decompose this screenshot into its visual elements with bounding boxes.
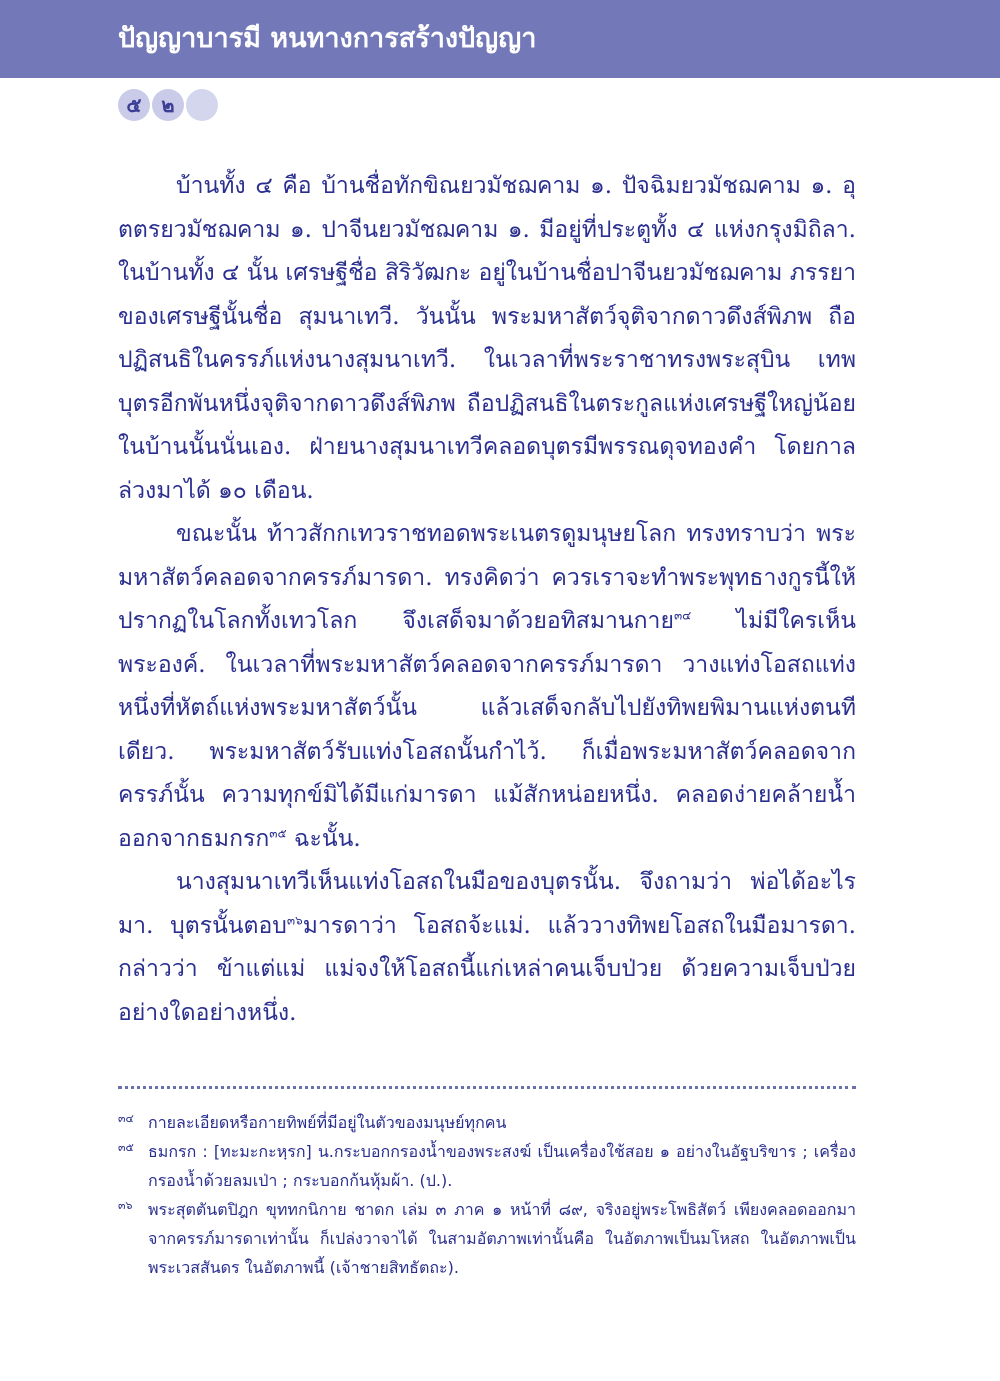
- footnote-mark: ๓๕: [118, 1141, 134, 1154]
- footnote-divider: [118, 1086, 856, 1089]
- paragraph-text: ขณะนั้น ท้าวสักกเทวราชทอดพระเนตรดูมนุษยโลก ทรงทราบว่า พระมหาสัตว์คลอดจากครรภ์มารดา. ทรงคิดว่า ควรเราจะทำพระพุทธางกูรนี้ให้ปรากฏในโลกทั้งเทวโลก จึงเสด็จมาด้วยอทิสมานกาย: [118, 521, 856, 634]
- paragraph-text: มารดาว่า โอสถจ้ะแม่. แล้ววางทิพยโอสถในมือมารดา. กล่าวว่า ข้าแต่แม่ แม่จงให้โอสถนี้แก่เหล่าคนเจ็บป่วย ด้วยความเจ็บป่วยอย่างใดอย่างหนึ่ง.: [118, 912, 856, 1026]
- book-title: ปัญญาบารมี หนทางการสร้างปัญญา: [118, 23, 537, 54]
- footnote-ref-36[interactable]: ๓๖: [286, 912, 303, 927]
- footnote-35: [118, 1137, 856, 1195]
- paragraph-text: บ้านทั้ง ๔ คือ บ้านชื่อทักขิณยวมัชฌคาม ๑. ปัจฉิมยวมัชฌคาม ๑. อุตตรยวมัชฌคาม ๑. ปาจีนยวมัชฌคาม ๑. มีอยู่ที่ประตูทั้ง ๔ แห่งกรุงมิถิลา. ในบ้านทั้ง ๔ นั้น เศรษฐีชื่อ สิริวัฒกะ อยู่ในบ้านชื่อปาจีนยวมัชฌคาม ภรรยาของเศรษฐีนั้นชื่อ สุมนาเทวี. วันนั้น พระมหาสัตว์จุติจากดาวดึงส์พิภพ ถือปฏิสนธิในครรภ์แห่งนางสุมนาเทวี. ในเวลาที่พระราชาทรงพระสุบิน เทพบุตรอีกพันหนึ่งจุติจากดาวดึงส์พิภพ ถือปฏิสนธิในตระกูลแห่งเศรษฐีใหญ่น้อยในบ้านนั้นนั่นเอง. ฝ่ายนางสุมนาเทวีคลอดบุตรมีพรรณดุจทองคำ โดยกาลล่วงมาได้ ๑๐ เดือน.: [118, 173, 856, 504]
- footnote-mark: ๓๔: [118, 1112, 134, 1125]
- paragraph-text: ไม่มีใครเห็นพระองค์. ในเวลาที่พระมหาสัตว์คลอดจากครรภ์มารดา วางแท่งโอสถแท่งหนึ่งที่หัตถ์แห่งพระมหาสัตว์นั้น แล้วเสด็จกลับไปยังทิพยพิมานแห่งตนทีเดียว. พระมหาสัตว์รับแท่งโอสถนั้นกำไว้. ก็เมื่อพระมหาสัตว์คลอดจากครรภ์นั้น ความทุกข์มิได้มีแก่มารดา แม้สักหน่อยหนึ่ง. คลอดง่ายคล้ายน้ำออกจากธมกรก: [118, 608, 856, 852]
- paragraph-2: [118, 513, 856, 861]
- paragraph-text: ฉะนั้น.: [286, 825, 361, 852]
- footnote-text: พระสุตตันตปิฎก ขุททกนิกาย ชาดก เล่ม ๓ ภาค ๑ หน้าที่ ๘๙, จริงอยู่พระโพธิสัตว์ เพียงคลอดออกมาจากครรภ์มารดาเท่านั้น ก็เปล่งวาจาได้ ในสามอัตภาพเท่านั้นคือ ในอัตภาพเป็นมโหสถ ในอัตภาพเป็นพระเวสสันดร ในอัตภาพนี้ (เจ้าชายสิทธัตถะ).: [148, 1200, 856, 1277]
- footnote-ref-34[interactable]: ๓๔: [673, 608, 692, 623]
- footnote-ref-35[interactable]: ๓๕: [269, 825, 287, 840]
- page-number: [118, 88, 220, 122]
- paragraph-1: [118, 165, 856, 513]
- page-number-digit-1: ๕: [118, 89, 150, 121]
- footnotes: [118, 1108, 856, 1282]
- body-text: [118, 165, 856, 1035]
- page-number-decoration-circle: [186, 89, 218, 121]
- page-number-digit-2: ๒: [152, 89, 184, 121]
- paragraph-3: [118, 861, 856, 1035]
- page-header: [0, 0, 1000, 78]
- footnote-36: [118, 1195, 856, 1282]
- footnote-34: [118, 1108, 856, 1137]
- footnote-mark: ๓๖: [118, 1199, 133, 1212]
- footnote-text: กายละเอียดหรือกายทิพย์ที่มีอยู่ในตัวของมนุษย์ทุกคน: [148, 1113, 507, 1132]
- paragraph-text: นางสุมนาเทวีเห็นแท่งโอสถในมือของบุตรนั้น. จึงถามว่า พ่อได้อะไรมา. บุตรนั้นตอบ: [118, 869, 856, 939]
- footnote-text: ธมกรก : [ทะมะกะหฺรก] น.กระบอกกรองน้ำของพระสงฆ์ เป็นเครื่องใช้สอย ๑ อย่างในอัฐบริขาร ; เครื่องกรองน้ำด้วยลมเป่า ; กระบอกก้นหุ้มผ้า. (ป.).: [148, 1142, 856, 1190]
